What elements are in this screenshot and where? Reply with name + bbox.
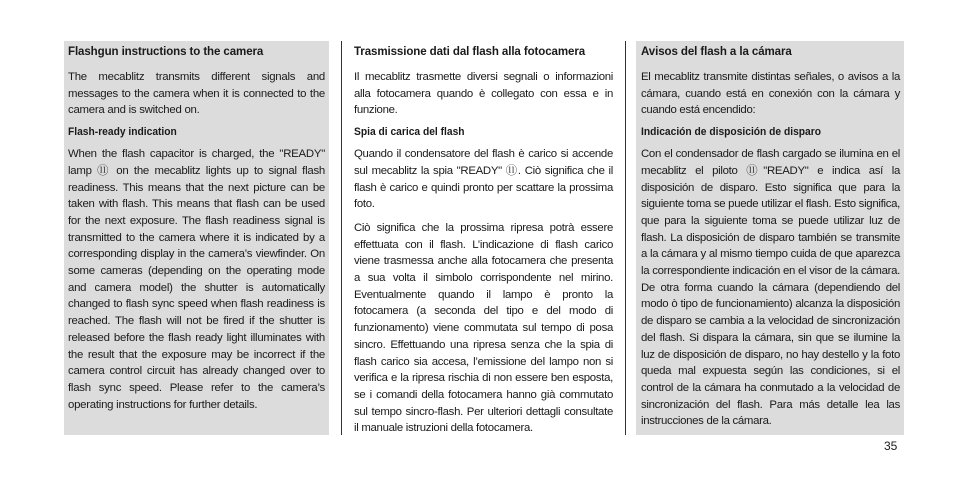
subheading: Indicación de disposición de disparo (641, 126, 822, 139)
body-paragraph: Quando il condensatore del flash è carico si accende sul mecablitz la spia "READY" ⑪. Ciò significa che il flash è carico e quindi pronto per scattare la prossima foto. (354, 148, 613, 211)
english-column (64, 41, 329, 435)
body-paragraph: Con el condensador de flash cargado se ilumina en el mecablitz el piloto ⑪"READY" e indica así la disposición de disparo. Esto significa que para la siguiente toma se puede utilizar el flash. Esto significa, que para la siguiente toma se puede utilizar luz de flash. La disposición de disparo también se transmite a la cámara y al mismo tiempo cuida de que aparezca la correspondiente indicación en el visor de la cámara. De otra forma cuando la cámara (dependiendo del modo ò tipo de funcionamiento) alcanza la disposición de disparo se cambia a la velocidad de sincronización del flash. Si dispara la cámara, sin que se ilumine la luz de disposición de disparo, no hay destello y la foto queda mal expuesta según las condiciones, si el control de la cámara ha conmutado a la velocidad de sincronización del flash. Para más detalle lea las instrucciones de la cámara. (641, 148, 900, 428)
spanish-column (636, 41, 904, 435)
italian-column (351, 41, 615, 435)
body-paragraph: When the flash capacitor is charged, the "READY" lamp ⑪ on the mecablitz lights up to signal flash readiness. This means that the next picture can be taken with flash. This means that flash can be used for the next exposure. The flash readiness signal is transmitted to the camera where it is indicated by a corresponding display in the camera’s viewfinder. On some cameras (depending on the operating mode and camera model) the shutter is automatically changed to flash sync speed when flash readiness is reached. The flash will not be fired if the shutter is released before the flash ready light illuminates with the result that the exposure may be incorrect if the camera control circuit has already changed over to flash sync speed. Please refer to the camera’s operating instructions for further details. (68, 148, 325, 411)
subheading: Spia di carica del flash (354, 126, 465, 139)
column-heading: Trasmissione dati dal flash alla fotocamera (354, 44, 586, 58)
intro-paragraph: Il mecablitz trasmette diversi segnali o informazioni alla fotocamera quando è collegato con essa e in funzione. (354, 71, 613, 117)
page-number: 35 (884, 439, 898, 453)
column-heading: Avisos del flash a la cámara (641, 44, 792, 58)
body-paragraph: Ciò significa che la prossima ripresa potrà essere effettuata con il flash. L’indicazione di flash carico viene trasmessa anche alla fotocamera che presenta a sua volta il simbolo corrispondente nel mirino. Eventualmente quando il lampo è pronto la fotocamera (a seconda del tipo e del modo di funzionamento) viene commutata sul tempo di posa sincro. Effettuando una ripresa senza che la spia di flash carico sia accesa, l’emissione del lampo non si verifica e la ripresa rischia di non essere ben esposta, se i comandi della fotocamera hanno già commutato sul tempo sincro-flash. Per ulteriori dettagli consultate il manuale istruzioni della fotocamera. (354, 221, 613, 435)
column-divider (341, 41, 342, 435)
column-divider (625, 41, 626, 435)
column-heading: Flashgun instructions to the camera (68, 44, 264, 58)
intro-paragraph: El mecablitz transmite distintas señales, o avisos a la cámara, cuando está en conexión con la cámara y cuando está encendido: (641, 71, 900, 117)
subheading: Flash-ready indication (68, 126, 177, 139)
intro-paragraph: The mecablitz transmits different signals and messages to the camera when it is connected to the camera and is switched on. (68, 71, 325, 117)
